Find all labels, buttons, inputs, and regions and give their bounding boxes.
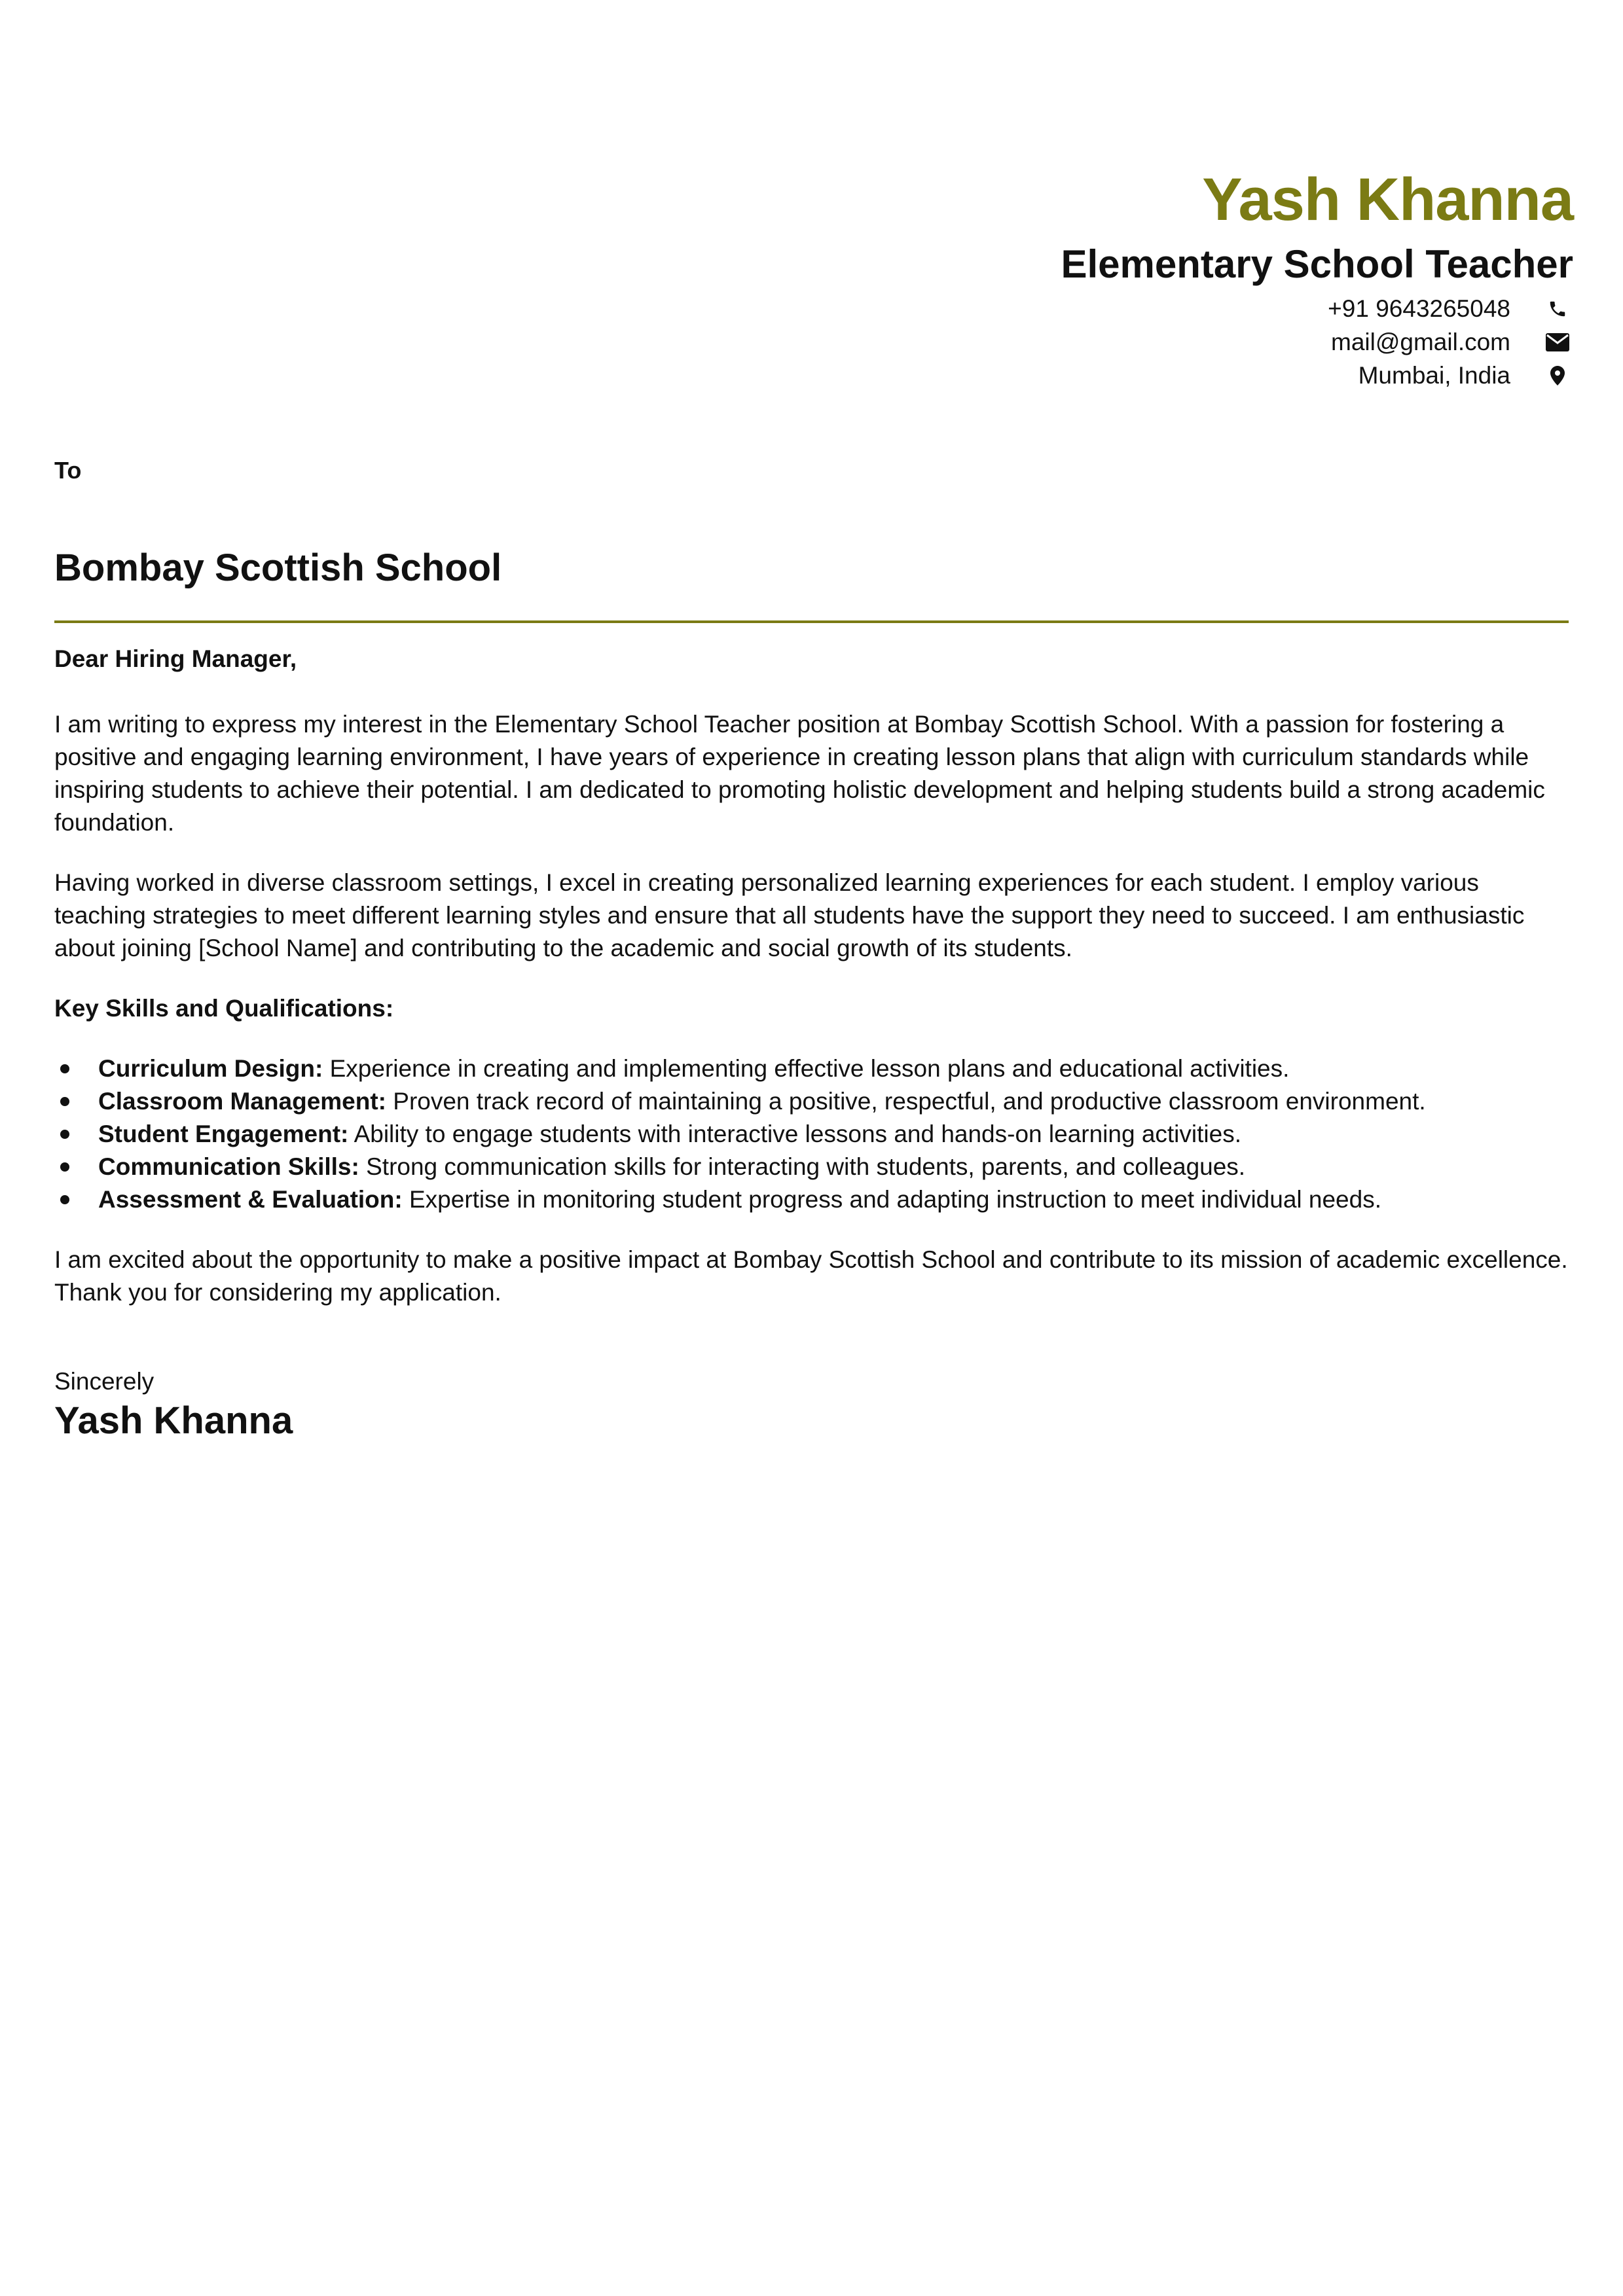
applicant-job-title: Elementary School Teacher bbox=[1061, 242, 1573, 286]
letter-header bbox=[657, 164, 1573, 392]
closing-phrase: Sincerely bbox=[54, 1368, 155, 1395]
bullet-icon bbox=[60, 1130, 69, 1139]
skill-item bbox=[54, 1052, 1569, 1085]
map-pin-icon bbox=[1542, 366, 1573, 386]
bullet-icon bbox=[60, 1162, 69, 1172]
skill-description: Strong communication skills for interacting with students, parents, and colleagues. bbox=[359, 1153, 1246, 1180]
skill-name: Assessment & Evaluation: bbox=[98, 1186, 403, 1213]
skill-name: Student Engagement: bbox=[98, 1121, 349, 1147]
contact-email bbox=[657, 325, 1573, 359]
skill-name: Classroom Management: bbox=[98, 1088, 386, 1115]
skill-item bbox=[54, 1085, 1569, 1118]
email-address: mail@gmail.com bbox=[1331, 329, 1510, 355]
contact-list bbox=[657, 292, 1573, 392]
recipient-company: Bombay Scottish School bbox=[54, 547, 502, 589]
letter-body bbox=[54, 643, 1569, 1444]
phone-icon bbox=[1542, 299, 1573, 319]
header-divider bbox=[54, 620, 1569, 623]
contact-location bbox=[657, 359, 1573, 392]
bullet-icon bbox=[60, 1064, 69, 1073]
bullet-icon bbox=[60, 1097, 69, 1106]
salutation: Dear Hiring Manager, bbox=[54, 645, 297, 672]
bullet-icon bbox=[60, 1195, 69, 1204]
envelope-icon bbox=[1542, 333, 1573, 351]
applicant-name: Yash Khanna bbox=[1202, 166, 1573, 233]
skill-description: Expertise in monitoring student progress and adapting instruction to meet individual needs. bbox=[402, 1186, 1381, 1213]
skills-heading: Key Skills and Qualifications: bbox=[54, 995, 394, 1022]
skills-list bbox=[54, 1052, 1569, 1216]
skill-description: Ability to engage students with interactive lessons and hands-on learning activities. bbox=[348, 1121, 1241, 1147]
signature-name: Yash Khanna bbox=[54, 1399, 293, 1442]
skill-item bbox=[54, 1118, 1569, 1151]
skill-name: Curriculum Design: bbox=[98, 1055, 323, 1082]
body-paragraph-1: I am writing to express my interest in the Elementary School Teacher position at Bombay Scottish School. With a passion for fostering a positive and engaging learning environment, I have years of experience in creating lesson plans that align with curriculum standards while inspiring students to achieve their potential. I am dedicated to promoting holistic development and helping students build a strong academic foundation. bbox=[54, 711, 1545, 836]
skill-description: Experience in creating and implementing effective lesson plans and educational activities. bbox=[323, 1055, 1290, 1082]
to-label: To bbox=[54, 457, 82, 484]
body-paragraph-2: Having worked in diverse classroom settings, I excel in creating personalized learning experiences for each student. I employ various teaching strategies to meet different learning styles and ensure that all students have the support they need to succeed. I am enthusiastic about joining [School Name] and contributing to the academic and social growth of its students. bbox=[54, 869, 1525, 961]
skill-name: Communication Skills: bbox=[98, 1153, 359, 1180]
phone-number: +91 9643265048 bbox=[1328, 295, 1510, 322]
closing-paragraph: I am excited about the opportunity to make a positive impact at Bombay Scottish School and contribute to its mission of academic excellence. Thank you for considering my application. bbox=[54, 1246, 1568, 1306]
skill-item bbox=[54, 1183, 1569, 1216]
skill-description: Proven track record of maintaining a positive, respectful, and productive classroom environment. bbox=[386, 1088, 1426, 1115]
contact-phone bbox=[657, 292, 1573, 325]
location-text: Mumbai, India bbox=[1358, 362, 1510, 389]
skill-item bbox=[54, 1151, 1569, 1183]
